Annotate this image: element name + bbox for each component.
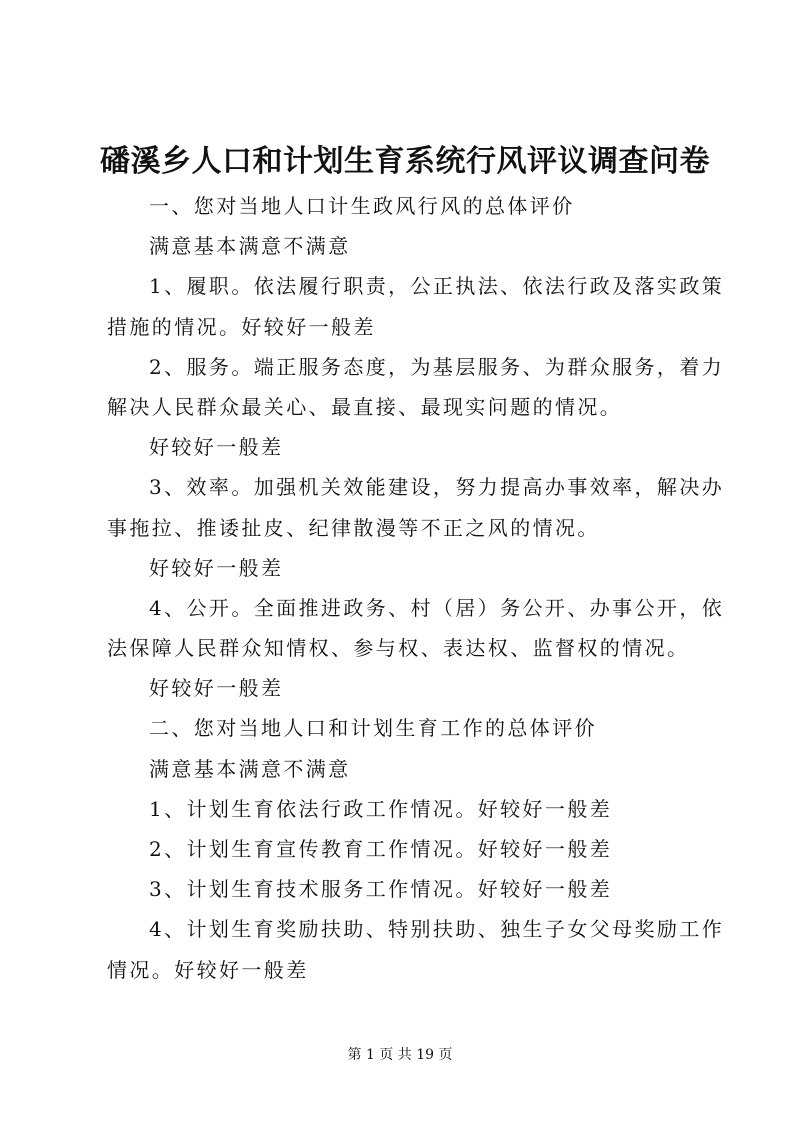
document-title: 磻溪乡人口和计划生育系统行风评议调查问卷 — [100, 144, 710, 179]
text-line: 二、您对当地人口和计划生育工作的总体评价 — [149, 716, 597, 741]
text-line: 1、履职。依法履行职责，公正执法、依法行政及落实政策 — [149, 274, 725, 299]
text-line: 满意基本满意不满意 — [149, 756, 351, 781]
text-line: 一、您对当地人口计生政风行风的总体评价 — [149, 194, 575, 218]
text-line: 事拖拉、推诿扯皮、纪律散漫等不正之风的情况。 — [107, 515, 600, 540]
text-line: 4、公开。全面推进政务、村（居）务公开、办事公开，依 — [149, 595, 725, 620]
text-line: 好较好一般差 — [149, 676, 284, 701]
text-line: 情况。好较好一般差 — [107, 957, 309, 982]
text-line: 法保障人民群众知情权、参与权、表达权、监督权的情况。 — [107, 636, 690, 661]
text-line: 好较好一般差 — [149, 435, 284, 460]
text-line: 2、服务。端正服务态度，为基层服务、为群众服务，着力 — [149, 354, 725, 379]
text-line: 满意基本满意不满意 — [149, 234, 351, 259]
text-line: 好较好一般差 — [149, 555, 284, 580]
text-line: 1、计划生育依法行政工作情况。好较好一般差 — [149, 796, 613, 821]
page-footer: 第 1 页 共 19 页 — [347, 1047, 453, 1063]
document-body — [107, 186, 725, 990]
text-line: 4、计划生育奖励扶助、特别扶助、独生子女父母奖励工作 — [149, 917, 725, 942]
text-line: 3、计划生育技术服务工作情况。好较好一般差 — [149, 877, 613, 902]
text-line: 解决人民群众最关心、最直接、最现实问题的情况。 — [107, 394, 623, 419]
text-line: 3、效率。加强机关效能建设，努力提高办事效率，解决办 — [149, 475, 725, 500]
text-line: 措施的情况。好较好一般差 — [107, 314, 376, 339]
text-line: 2、计划生育宣传教育工作情况。好较好一般差 — [149, 837, 613, 861]
